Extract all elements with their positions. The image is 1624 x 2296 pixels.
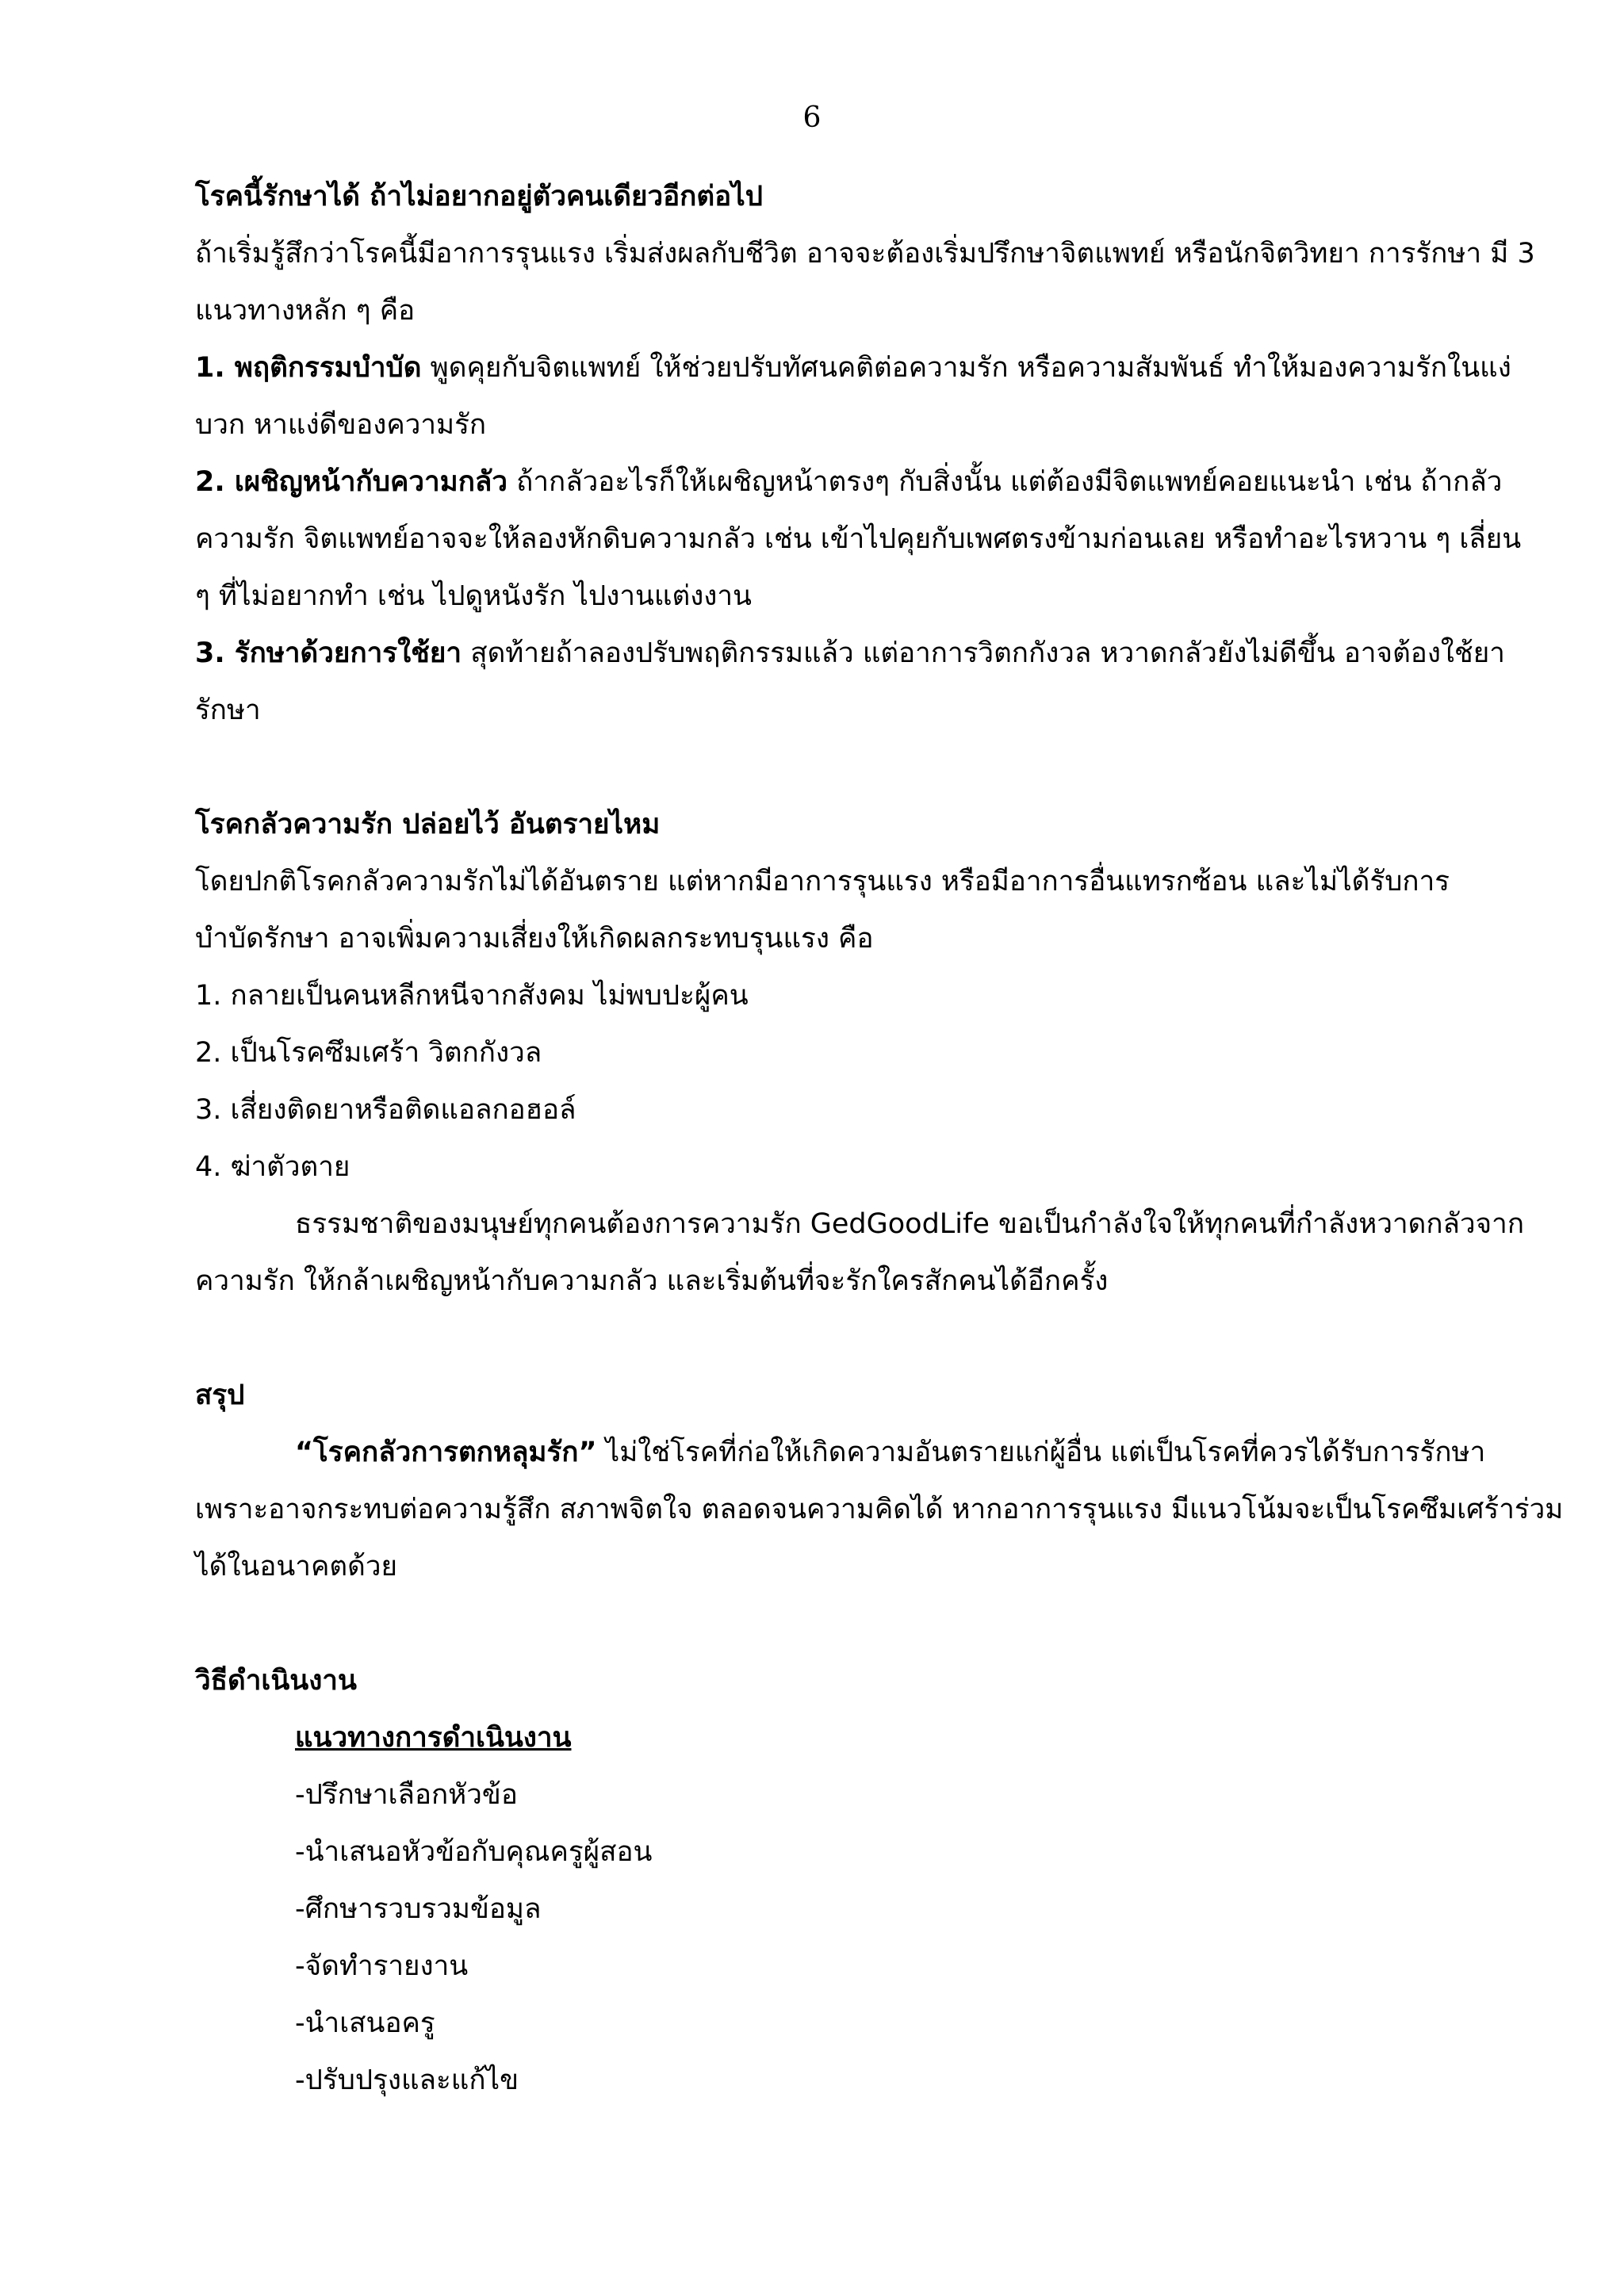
method-subheading: แนวทางการดำเนินงาน [295,1722,572,1754]
paragraph-line: ความรัก ให้กล้าเผชิญหน้ากับความกลัว และเริ่มต้นที่จะรักใครสักคนได้อีกครั้ง [195,1265,1109,1297]
paragraph-line: บำบัดรักษา อาจเพิ่มความเสี่ยงให้เกิดผลกระทบรุนแรง คือ [195,923,874,955]
paragraph-line: ได้ในอนาคตด้วย [195,1551,397,1582]
section-heading-danger: โรคกลัวความรัก ปล่อยไว้ อันตรายไหม [195,809,661,840]
treatment-item-1 [195,339,1543,396]
list-item: 3. เสี่ยงติดยาหรือติดแอลกอฮอล์ [195,1094,576,1126]
paragraph-line: ถ้าเริ่มรู้สึกว่าโรคนี้มีอาการรุนแรง เริ่มส่งผลกับชีวิต อาจจะต้องเริ่มปรึกษาจิตแพทย์ หรือนักจิตวิทยา การรักษา มี 3 [195,238,1535,270]
treatment-item-1-title: 1. พฤติกรรมบำบัด [195,352,422,384]
treatment-item-3-text: สุดท้ายถ้าลองปรับพฤติกรรมแล้ว แต่อาการวิตกกังวล หวาดกลัวยังไม่ดีขึ้น อาจต้องใช้ยา [462,637,1505,669]
treatment-item-2-title: 2. เผชิญหน้ากับความกลัว [195,466,508,498]
paragraph-line: ๆ ที่ไม่อยากทำ เช่น ไปดูหนังรัก ไปงานแต่งงาน [195,580,752,612]
method-step: -ปรึกษาเลือกหัวข้อ [295,1779,518,1811]
paragraph-line: รักษา [195,695,261,726]
summary-line [295,1424,1624,1481]
method-step: -จัดทำรายงาน [295,1950,469,1982]
paragraph-line: โดยปกติโรคกลัวความรักไม่ได้อันตราย แต่หากมีอาการรุนแรง หรือมีอาการอื่นแทรกซ้อน และไม่ได้รับการ [195,866,1450,897]
section-heading-summary: สรุป [195,1380,245,1411]
summary-text: ไม่ใช่โรคที่ก่อให้เกิดความอันตรายแก่ผู้อื่น แต่เป็นโรคที่ควรได้รับการรักษา [596,1437,1486,1468]
method-step: -ปรับปรุงและแก้ไข [295,2064,519,2096]
paragraph-line: ธรรมชาติของมนุษย์ทุกคนต้องการความรัก GedGoodLife ขอเป็นกำลังใจให้ทุกคนที่กำลังหวาดกลัวจาก [295,1208,1525,1240]
list-item: 4. ฆ่าตัวตาย [195,1151,350,1183]
treatment-item-1-text: พูดคุยกับจิตแพทย์ ให้ช่วยปรับทัศนคติต่อความรัก หรือความสัมพันธ์ ทำให้มองความรักในแง่ [421,352,1511,384]
paragraph-line: เพราะอาจกระทบต่อความรู้สึก สภาพจิตใจ ตลอดจนความคิดได้ หากอาการรุนแรง มีแนวโน้มจะเป็นโรคซึมเศร้าร่วม [195,1494,1564,1525]
paragraph-line: แนวทางหลัก ๆ คือ [195,295,416,327]
paragraph-line: บวก หาแง่ดีของความรัก [195,409,487,441]
treatment-item-3 [195,625,1543,682]
treatment-item-3-title: 3. รักษาด้วยการใช้ยา [195,637,462,669]
list-item: 2. เป็นโรคซึมเศร้า วิตกกังวล [195,1037,542,1069]
method-step: -นำเสนอหัวข้อกับคุณครูผู้สอน [295,1836,653,1868]
section-heading-method: วิธีดำเนินงาน [195,1665,357,1697]
method-step: -ศึกษารวบรวมข้อมูล [295,1893,542,1925]
treatment-item-2-text: ถ้ากลัวอะไรก็ให้เผชิญหน้าตรงๆ กับสิ่งนั้น แต่ต้องมีจิตแพทย์คอยแนะนำ เช่น ถ้ากลัว [508,466,1503,498]
summary-quote: “โรคกลัวการตกหลุมรัก” [295,1437,597,1468]
paragraph-line: ความรัก จิตแพทย์อาจจะให้ลองหักดิบความกลัว เช่น เข้าไปคุยกับเพศตรงข้ามก่อนเลย หรือทำอะไรหวาน ๆ เลี่ยน [195,523,1522,555]
treatment-item-2 [195,453,1543,511]
method-step: -นำเสนอครู [295,2007,435,2039]
section-heading-treatment: โรคนี้รักษาได้ ถ้าไม่อยากอยู่ตัวคนเดียวอีกต่อไป [195,181,763,212]
page-number: 6 [802,101,822,134]
list-item: 1. กลายเป็นคนหลีกหนีจากสังคม ไม่พบปะผู้คน [195,980,749,1012]
